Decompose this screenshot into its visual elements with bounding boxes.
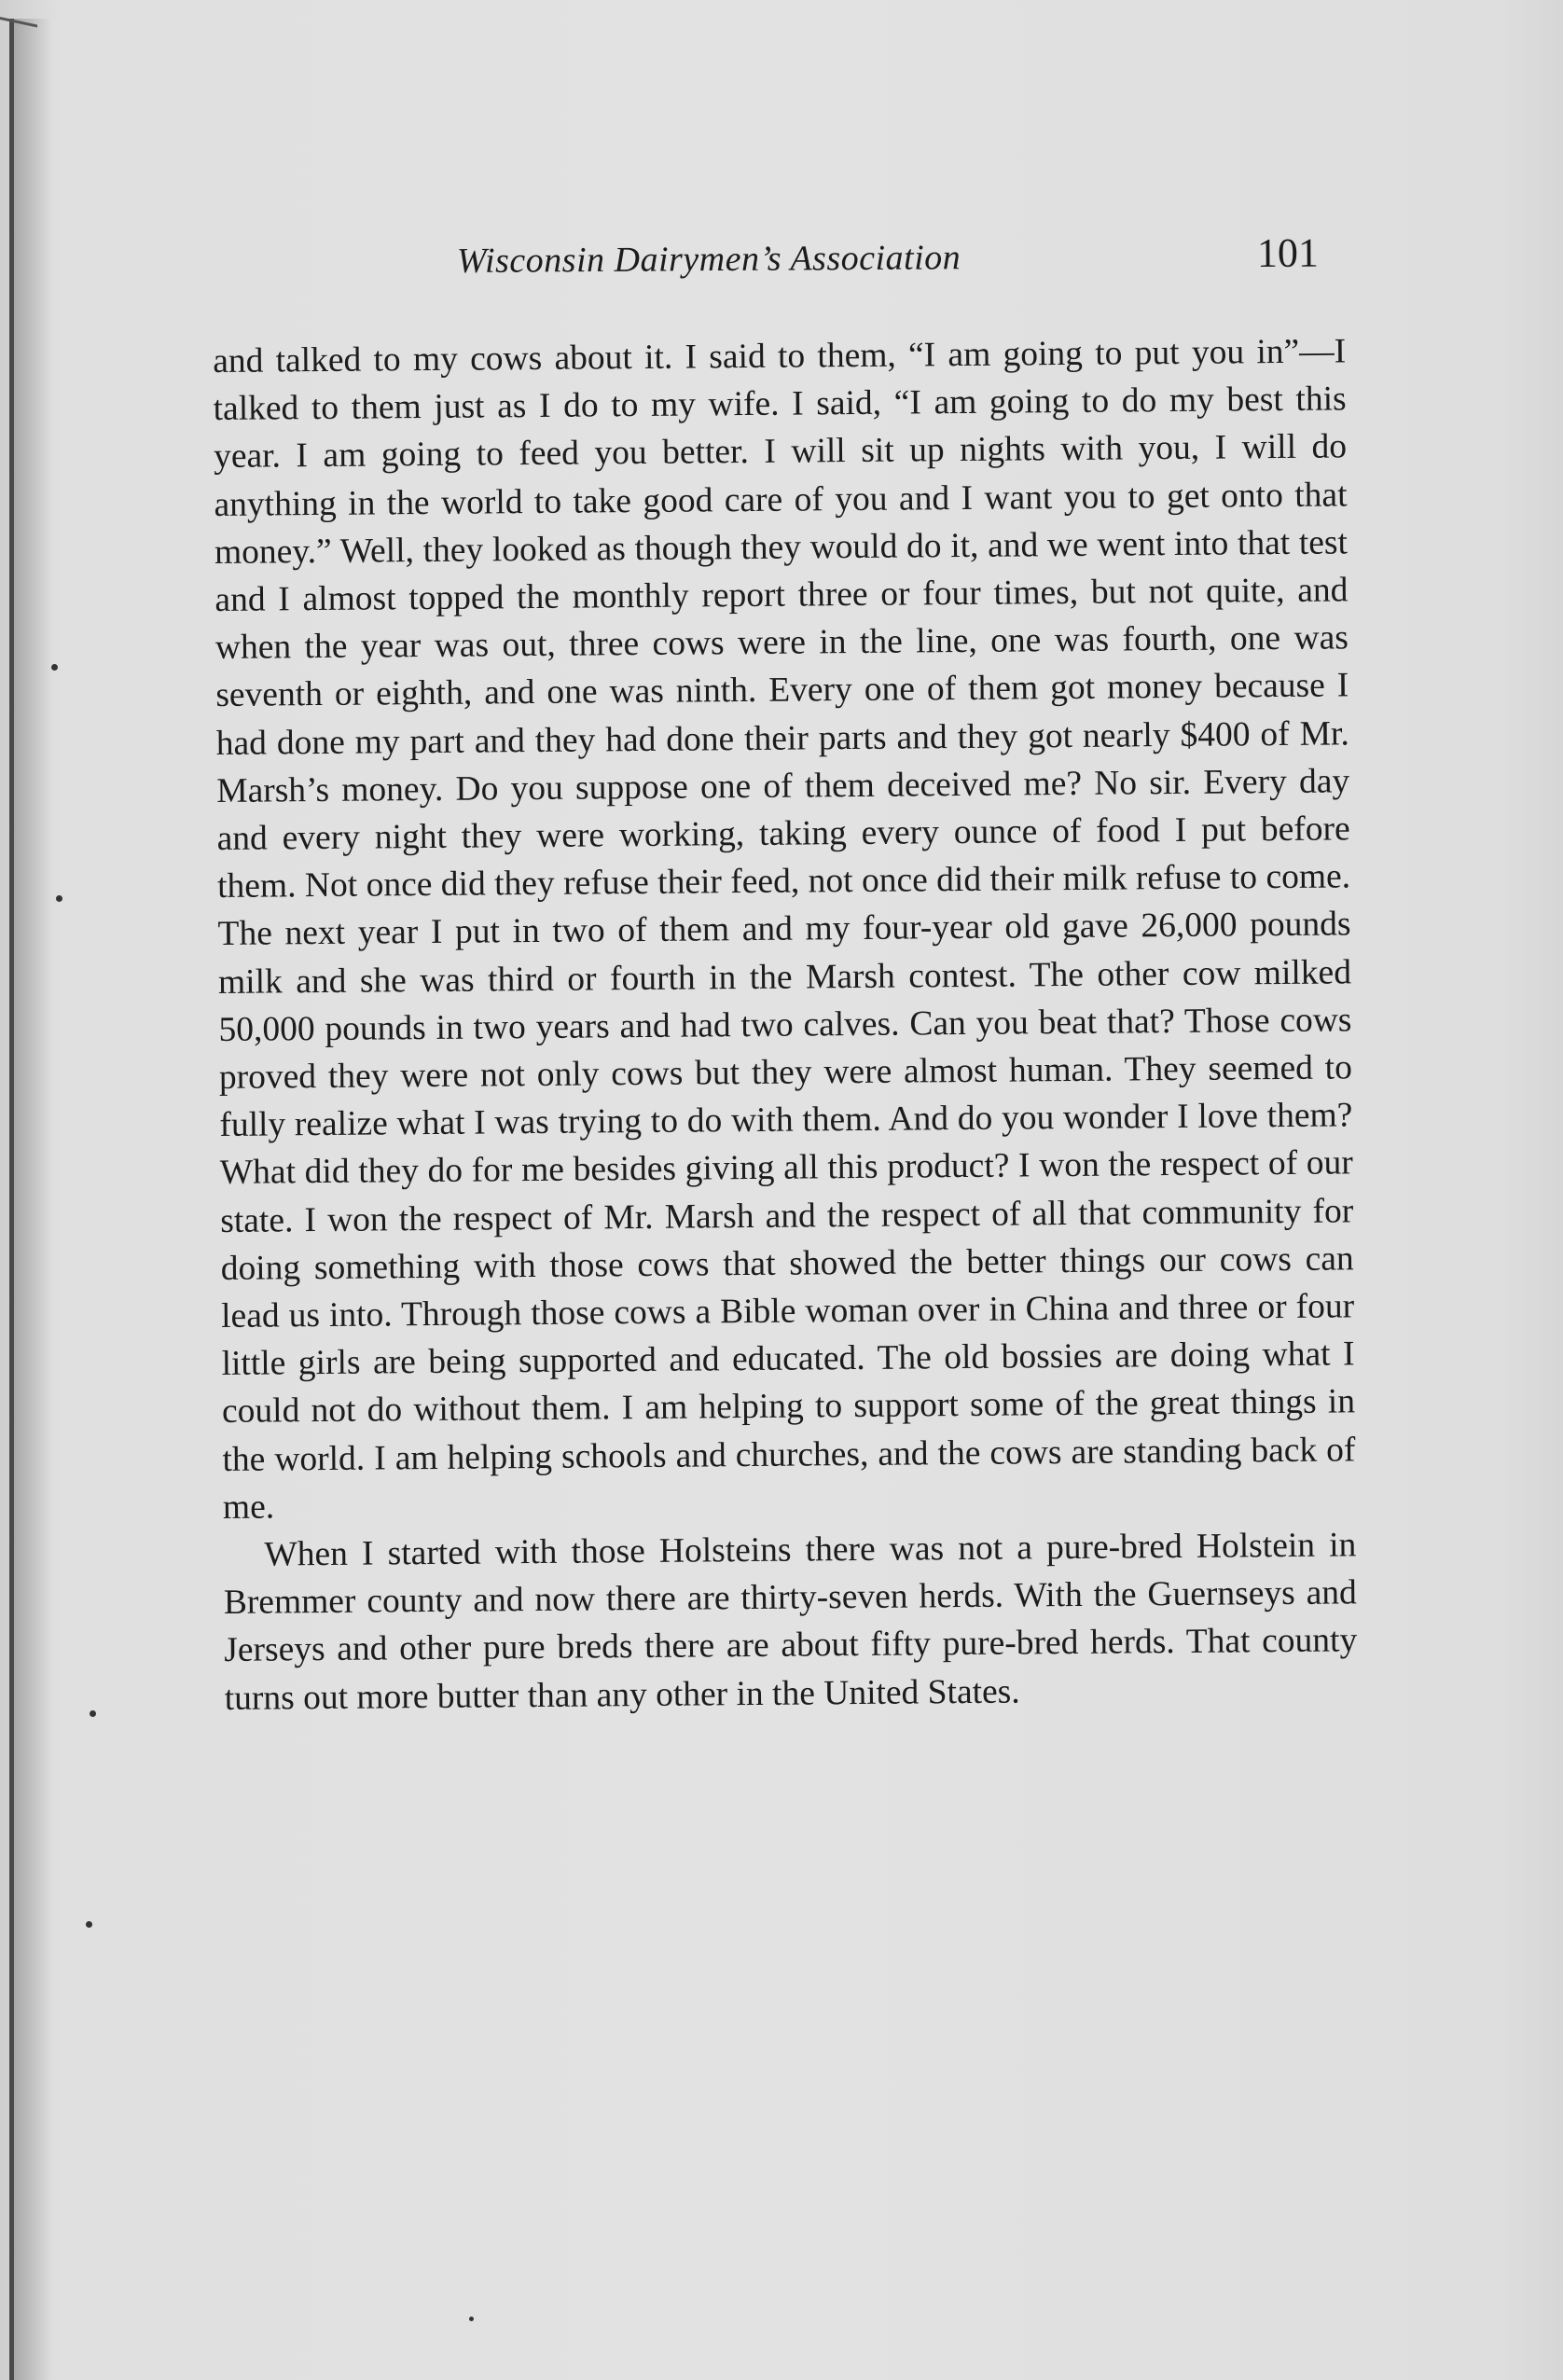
running-head: [456, 229, 1320, 297]
paragraph: When I started with those Holsteins there was not a pure-bred Holstein in Bremmer county and now there are thirty-seven herds. With the Guernseys and Jerseys and other pure breds there are about fifty pure-bred herds. That county turns out more butter than any other in the United States.: [223, 1526, 1358, 1718]
body-text: [213, 327, 1358, 1722]
corner-mark: [0, 0, 37, 28]
speck: [86, 1921, 92, 1928]
speck: [469, 2317, 474, 2321]
speck: [90, 1710, 96, 1717]
running-title: Wisconsin Dairymen’s Association: [456, 238, 961, 281]
page-number: 101: [1256, 229, 1320, 277]
page-binding-edge: [9, 19, 51, 2380]
speck: [56, 895, 62, 902]
paragraph: and talked to my cows about it. I said to them, “I am going to put you in”—I talked to them just as I do to my wife. I said, “I am going to do my best this year. I am going to feed you better. I will sit up nights with you, I will do anything in the world to take good care of you and I want you to get onto that money.” Well, they looked as though they would do it, and we went into that test and I almost topped the monthly report three or four times, but not quite, and when the year was out, three cows were in the line, one was fourth, one was seventh or eighth, and one was ninth. Every one of them got money because I had done my part and they had done their parts and they got nearly $400 of Mr. Marsh’s money. Do you suppose one of them deceived me? No sir. Every day and every night they were working, taking every ounce of food I put before them. Not once did they refuse their feed, not once did their milk refuse to come. The next year I put in two of them and my four-year old gave 26,000 pounds milk and she was third or fourth in the Marsh contest. The other cow milked 50,000 pounds in two years and had two calves. Can you beat that? Those cows proved they were not only cows but they were almost human. They seemed to fully realize what I was trying to do with them. And do you wonder I love them? What did they do for me besides giving all this product? I won the respect of our state. I won the respect of Mr. Marsh and the respect of all that community for doing something with those cows that showed the better things our cows can lead us into. Through those cows a Bible woman over in China and three or four little girls are being supported and educated. The old bossies are doing what I could not do without them. I am helping to support some of the great things in the world. I am helping schools and churches, and the cows are standing back of me.: [213, 332, 1356, 1527]
speck: [51, 664, 58, 671]
